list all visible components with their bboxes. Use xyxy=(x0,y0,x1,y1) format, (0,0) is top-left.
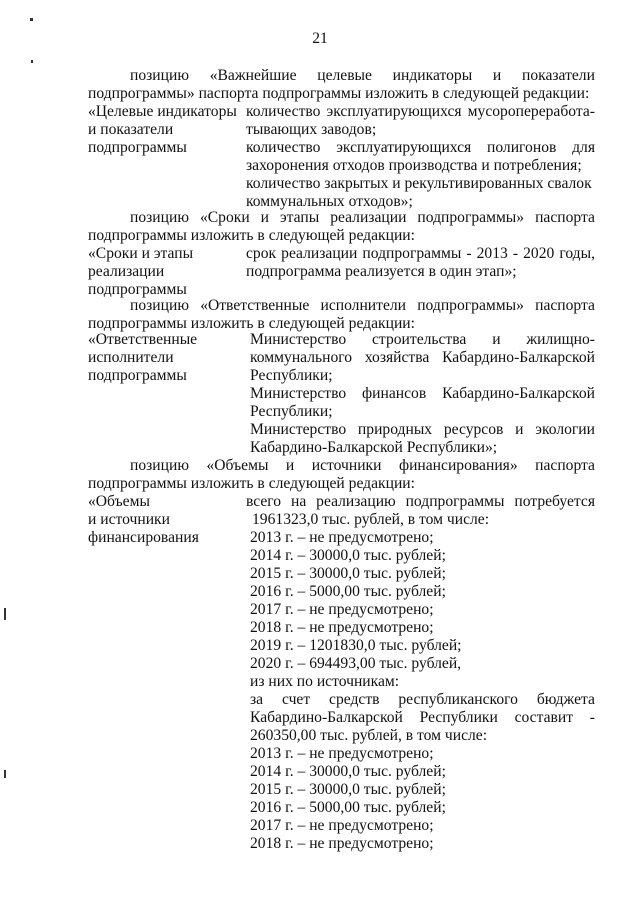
executors-value: Республики; xyxy=(250,367,333,384)
indicators-intro-line2: подпрограммы» паспорта подпрограммы изложить в следующей редакции: xyxy=(88,85,590,102)
terms-label: подпрограммы xyxy=(88,281,187,298)
terms-label: реализации xyxy=(88,263,165,280)
funding-value: 1961323,0 тыс. рублей, в том числе: xyxy=(252,511,490,528)
indicators-value: количество эксплуатирующихся мусоропереработа- xyxy=(246,103,595,120)
funding-republic-line: за счет средств республиканского бюджета xyxy=(250,691,595,708)
terms-value: подпрограмма реализуется в один этап»; xyxy=(246,263,517,280)
funding-label: и источники xyxy=(88,511,170,528)
executors-value: коммунального хозяйства Кабардино-Балкарской xyxy=(250,349,595,366)
funding-year-row: 2015 г. – 30000,0 тыс. рублей; xyxy=(250,565,446,582)
funding-republic-year-row: 2013 г. – не предусмотрено; xyxy=(250,745,434,762)
indicators-value: коммунальных отходов»; xyxy=(246,193,413,210)
funding-year-row: 2016 г. – 5000,00 тыс. рублей; xyxy=(250,583,446,600)
funding-year-row: 2014 г. – 30000,0 тыс. рублей; xyxy=(250,547,446,564)
funding-republic-year-row: 2016 г. – 5000,00 тыс. рублей; xyxy=(250,799,446,816)
funding-republic-line: 260350,00 тыс. рублей, в том числе: xyxy=(250,727,488,744)
executors-label: «Ответственные xyxy=(88,331,198,348)
funding-republic-line: Кабардино-Балкарской Республики составит - xyxy=(250,709,595,726)
terms-intro-line2: подпрограммы изложить в следующей редакции: xyxy=(88,227,415,244)
funding-intro-line1: позицию «Объемы и источники финансирования» паспорта xyxy=(130,457,595,474)
funding-year-row: 2017 г. – не предусмотрено; xyxy=(250,601,434,618)
funding-year-row: 2013 г. – не предусмотрено; xyxy=(250,529,434,546)
indicators-value: захоронения отходов производства и потребления; xyxy=(246,157,582,174)
funding-year-row: 2019 г. – 1201830,0 тыс. рублей; xyxy=(250,637,462,654)
terms-intro-line1: позицию «Сроки и этапы реализации подпрограммы» паспорта xyxy=(130,209,595,226)
funding-label: «Объемы xyxy=(88,493,150,510)
executors-value: Министерство строительства и жилищно- xyxy=(250,331,595,348)
indicators-value: тывающих заводов; xyxy=(246,121,377,138)
indicators-value: количество эксплуатирующихся полигонов для xyxy=(246,139,595,156)
scan-mark xyxy=(30,18,33,21)
indicators-value: количество закрытых и рекультивированных свалок xyxy=(246,175,592,192)
indicators-label: «Целевые индикаторы xyxy=(88,103,237,120)
funding-republic-year-row: 2018 г. – не предусмотрено; xyxy=(250,835,434,852)
executors-intro-line1: позицию «Ответственные исполнители подпрограммы» паспорта xyxy=(130,297,595,314)
funding-label: финансирования xyxy=(88,529,199,546)
executors-label: подпрограммы xyxy=(88,367,187,384)
funding-republic-year-row: 2017 г. – не предусмотрено; xyxy=(250,817,434,834)
scan-mark xyxy=(31,60,33,63)
funding-year-row: 2020 г. – 694493,00 тыс. рублей, xyxy=(250,655,462,672)
terms-label: «Сроки и этапы xyxy=(88,245,194,262)
funding-year-row: 2018 г. – не предусмотрено; xyxy=(250,619,434,636)
funding-value: всего на реализацию подпрограммы потребуется xyxy=(246,493,595,510)
executors-value: Республики; xyxy=(250,403,333,420)
executors-value: Министерство финансов Кабардино-Балкарской xyxy=(250,385,595,402)
funding-intro-line2: подпрограммы изложить в следующей редакции: xyxy=(88,475,415,492)
indicators-label: подпрограммы xyxy=(88,139,187,156)
executors-intro-line2: подпрограммы изложить в следующей редакции: xyxy=(88,315,415,332)
scan-mark xyxy=(4,608,6,620)
funding-republic-year-row: 2014 г. – 30000,0 тыс. рублей; xyxy=(250,763,446,780)
scan-mark xyxy=(4,770,6,778)
indicators-intro-line1: позицию «Важнейшие целевые индикаторы и показатели xyxy=(130,67,595,84)
funding-republic-year-row: 2015 г. – 30000,0 тыс. рублей; xyxy=(250,781,446,798)
terms-value: срок реализации подпрограммы - 2013 - 2020 годы, xyxy=(246,245,595,262)
executors-label: исполнители xyxy=(88,349,174,366)
funding-sources-intro: из них по источникам: xyxy=(250,673,400,690)
page-number: 21 xyxy=(312,30,328,47)
executors-value: Министерство природных ресурсов и экологии xyxy=(250,421,595,438)
executors-value: Кабардино-Балкарской Республики»; xyxy=(250,439,498,456)
indicators-label: и показатели xyxy=(88,121,174,138)
